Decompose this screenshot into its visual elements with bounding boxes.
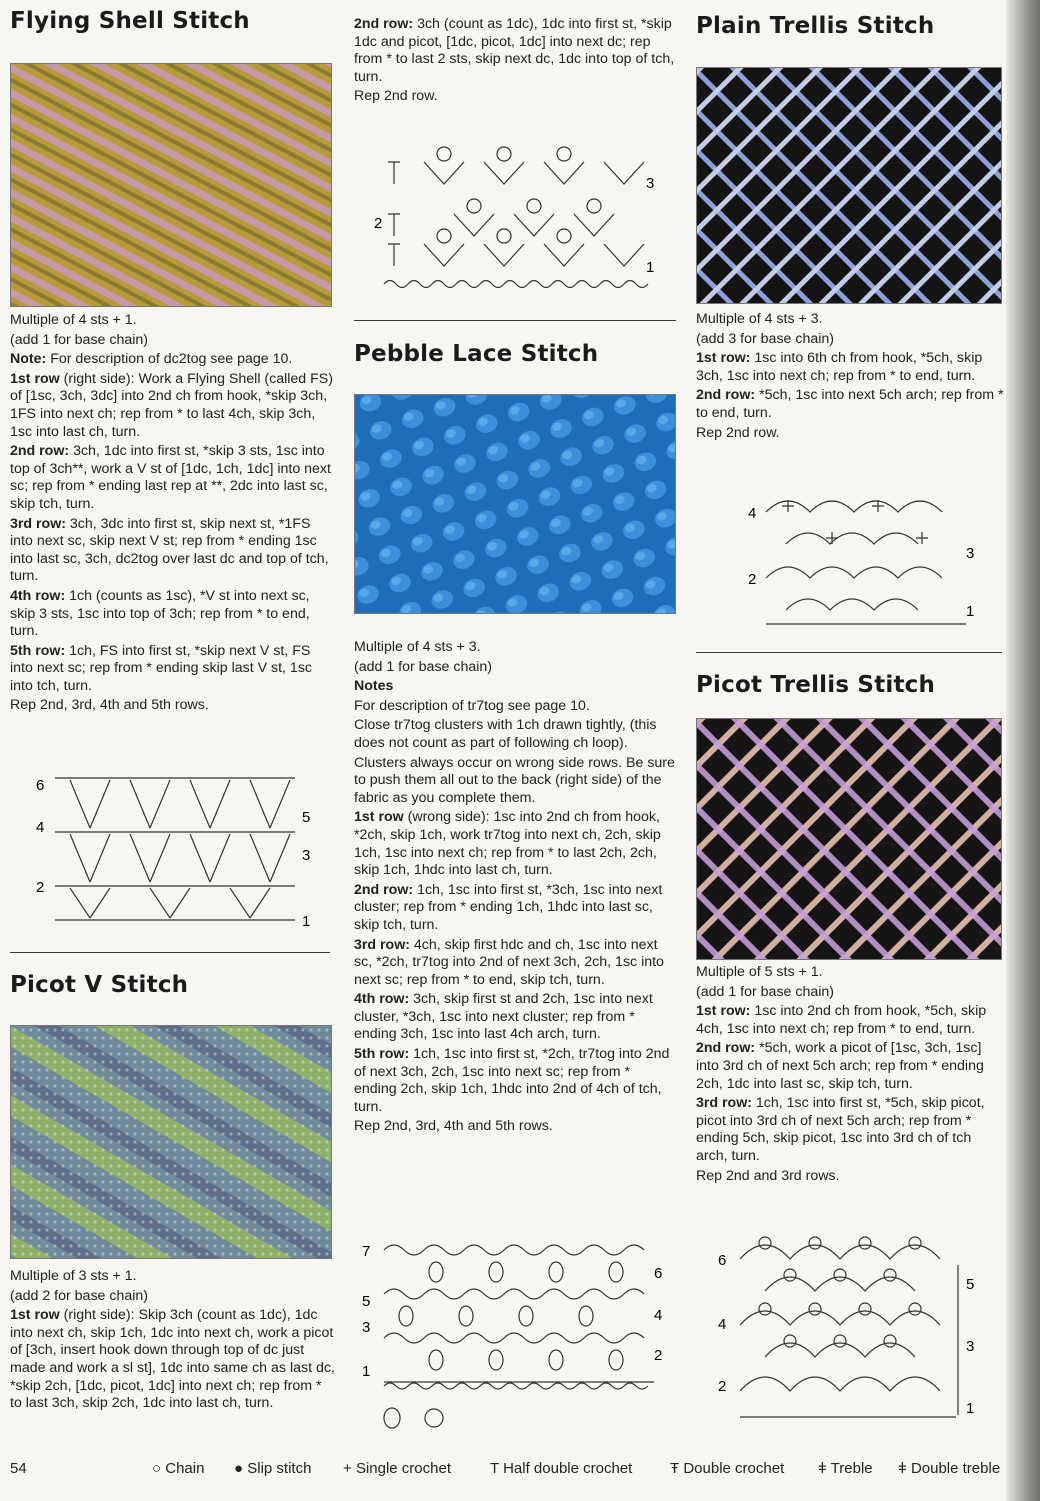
picot-trellis-add: (add 1 for base chain)	[696, 983, 835, 1000]
plain-trellis-title: Plain Trellis Stitch	[696, 13, 935, 39]
plain-trellis-instructions	[696, 311, 1006, 444]
picot-v-row-2: 2nd row: 3ch (count as 1dc), 1dc into first st, *skip 1dc and picot, [1dc, picot, 1dc] into next dc; rep from * to last 2 sts, skip next dc, 1dc into top of tch, turn.	[354, 16, 675, 85]
plain-trellis-row-num-1: 1	[966, 603, 975, 620]
picot-v-instructions	[10, 1268, 336, 1415]
flying-shell-row-5: 5th row: 1ch, FS into first st, *skip next V st, FS into next sc; rep from * ending skip last V st, 1sc into tch, turn.	[10, 642, 313, 694]
plain-trellis-add: (add 3 for base chain)	[696, 330, 835, 347]
picot-trellis-section	[696, 672, 1006, 698]
legend-treble: ǂ Treble	[818, 1460, 873, 1477]
pebble-lace-row-num-7: 7	[362, 1243, 371, 1260]
section-divider	[354, 320, 676, 321]
picot-v-photo	[10, 1025, 332, 1259]
flying-shell-row-num-1: 1	[302, 913, 311, 930]
pebble-lace-row-num-6: 6	[654, 1265, 663, 1282]
pebble-lace-title: Pebble Lace Stitch	[354, 341, 599, 367]
plain-trellis-row-num-2: 2	[748, 571, 757, 588]
picot-v-row-num-1: 1	[646, 259, 655, 276]
flying-shell-row-4: 4th row: 1ch (counts as 1sc), *V st into next sc, skip 3 sts, 1sc into top of 3ch; rep from * to end, turn.	[10, 587, 310, 640]
picot-trellis-row-num-3: 3	[966, 1338, 975, 1355]
legend-double-treble: ǂ Double treble	[898, 1460, 1001, 1477]
picot-trellis-row-num-1: 1	[966, 1400, 975, 1417]
flying-shell-photo	[10, 63, 332, 307]
picot-trellis-chart	[696, 1225, 996, 1435]
stitch-legend	[0, 1460, 1040, 1484]
book-spine-shadow	[1006, 0, 1040, 1501]
pebble-lace-multiple: Multiple of 4 sts + 3.	[354, 639, 481, 655]
pebble-lace-row-num-4: 4	[654, 1307, 663, 1324]
pebble-lace-notes-label: Notes	[354, 678, 394, 695]
plain-trellis-repeat: Rep 2nd row.	[696, 424, 780, 441]
double-crochet-symbol-icon: Ŧ	[670, 1460, 680, 1477]
flying-shell-chart	[10, 760, 330, 935]
chain-symbol-icon: ○	[152, 1460, 162, 1477]
picot-trellis-row-2: 2nd row: *5ch, work a picot of [1sc, 3ch, 1sc] into 3rd ch of next 5ch arch; rep from * ending 2ch, 1dc into last sc, skip tch, turn.	[696, 1040, 984, 1092]
pebble-lace-row-2: 2nd row: 1ch, 1sc into first st, *3ch, 1sc into next cluster; rep from * ending 1ch, 1hdc into last sc, skip tch, turn.	[354, 881, 663, 933]
flying-shell-title: Flying Shell Stitch	[10, 8, 250, 34]
flying-shell-repeat: Rep 2nd, 3rd, 4th and 5th rows.	[10, 697, 209, 714]
picot-v-title: Picot V Stitch	[10, 972, 189, 998]
half-double-crochet-symbol-icon: T	[490, 1460, 499, 1477]
picot-v-row-1: 1st row (right side): Skip 3ch (count as 1dc), 1dc into next ch, skip 1ch, 1dc into next ch, work a picot of [3ch, insert hook down through top of dc just made and work a sl st], 1dc into same ch as last dc, *skip 2ch, [1dc, picot, 1dc] into next ch; rep from * to last 3ch, skip 2ch, 1dc into last ch, turn.	[10, 1307, 335, 1412]
section-divider	[696, 652, 1002, 653]
plain-trellis-row-num-3: 3	[966, 545, 975, 562]
flying-shell-row-2: 2nd row: 3ch, 1dc into first st, *skip 3 sts, 1sc into top of 3ch**, work a V st of [1dc, 1ch, 1dc] into next sc; rep from * ending last rep at **, 2dc into last sc, skip tch, turn.	[10, 443, 331, 512]
pebble-lace-row-4: 4th row: 3ch, skip first st and 2ch, 1sc into next cluster, *3ch, 1sc into next cluster; rep from * ending 3ch, 1sc into last 4ch arch, turn.	[354, 991, 653, 1043]
pebble-lace-add: (add 1 for base chain)	[354, 658, 493, 675]
plain-trellis-multiple: Multiple of 4 sts + 3.	[696, 311, 823, 327]
flying-shell-row-1: 1st row (right side): Work a Flying Shell (called FS) of [1sc, 3ch, 3dc] into 2nd ch from hook, *skip 3ch, 1FS into next ch; rep from * to last 4ch, skip 3ch, 1sc into last ch, turn.	[10, 370, 333, 440]
slip-stitch-symbol-icon: ●	[234, 1460, 244, 1477]
pebble-lace-row-num-3: 3	[362, 1319, 371, 1336]
plain-trellis-row-1: 1st row: 1sc into 6th ch from hook, *5ch, skip 3ch, 1sc into next ch; rep from * to end, turn.	[696, 350, 983, 384]
plain-trellis-section	[696, 13, 1006, 39]
flying-shell-note: Note: For description of dc2tog see page 10.	[10, 351, 293, 368]
flying-shell-row-3: 3rd row: 3ch, 3dc into first st, skip next st, *1FS into next sc, skip next V st; rep from * ending 1sc into last sc, 3ch, dc2tog over last dc and top of tch, turn.	[10, 515, 329, 585]
picot-trellis-instructions	[696, 964, 1006, 1187]
picot-trellis-row-num-4: 4	[718, 1316, 727, 1333]
pebble-lace-photo	[354, 394, 676, 614]
legend-half-double-crochet: T Half double crochet	[490, 1460, 633, 1477]
pebble-lace-note-2: Close tr7tog clusters with 1ch drawn tightly, (this does not count as part of following ch loop).	[354, 717, 657, 751]
picot-trellis-row-3: 3rd row: 1ch, 1sc into first st, *5ch, skip picot, picot into 3rd ch of next 5ch arch; rep from * ending 5ch, skip picot, 1sc into 3rd ch of tch arch, turn.	[696, 1095, 985, 1164]
pebble-lace-row-num-1: 1	[362, 1363, 371, 1380]
plain-trellis-chart	[696, 482, 996, 632]
picot-v-row-num-3: 3	[646, 175, 655, 192]
pebble-lace-section	[354, 341, 676, 367]
picot-trellis-row-1: 1st row: 1sc into 2nd ch from hook, *5ch, skip 4ch, 1sc into next ch; rep from * to end, turn.	[696, 1003, 987, 1037]
pebble-lace-note-1: For description of tr7tog see page 10.	[354, 697, 590, 714]
pebble-lace-note-3: Clusters always occur on wrong side rows. Be sure to push them all out to the back (right side) of the fabric as you complete them.	[354, 754, 675, 806]
picot-trellis-row-num-2: 2	[718, 1378, 727, 1395]
picot-trellis-multiple: Multiple of 5 sts + 1.	[696, 964, 823, 980]
legend-double-crochet: Ŧ Double crochet	[670, 1460, 785, 1477]
picot-v-section	[10, 972, 336, 998]
picot-trellis-row-num-5: 5	[966, 1276, 975, 1293]
flying-shell-instructions	[10, 312, 336, 717]
pebble-lace-instructions	[354, 639, 676, 1138]
flying-shell-add: (add 1 for base chain)	[10, 331, 149, 348]
picot-v-add: (add 2 for base chain)	[10, 1287, 149, 1304]
pebble-lace-row-num-2: 2	[654, 1347, 663, 1364]
legend-slip-stitch: ● Slip stitch	[234, 1460, 312, 1477]
double-treble-symbol-icon: ǂ	[898, 1460, 907, 1477]
legend-chain: ○ Chain	[152, 1460, 205, 1477]
flying-shell-multiple: Multiple of 4 sts + 1.	[10, 312, 137, 328]
treble-symbol-icon: ǂ	[818, 1460, 827, 1477]
pebble-lace-row-num-5: 5	[362, 1293, 371, 1310]
flying-shell-row-num-3: 3	[302, 847, 311, 864]
pebble-lace-row-5: 5th row: 1ch, 1sc into first st, *2ch, tr7tog into 2nd of next 3ch, 2ch, 1sc into next sc; rep from * ending 2ch, skip 1ch, 1hdc into 2nd of 4ch of tch, turn.	[354, 1046, 670, 1115]
page-number: 54	[10, 1460, 27, 1477]
flying-shell-row-num-6: 6	[36, 777, 45, 794]
picot-v-chart	[354, 132, 674, 302]
picot-trellis-row-num-6: 6	[718, 1252, 727, 1269]
picot-v-instructions-cont	[354, 16, 676, 108]
single-crochet-symbol-icon: +	[343, 1460, 352, 1477]
picot-trellis-repeat: Rep 2nd and 3rd rows.	[696, 1167, 840, 1184]
flying-shell-row-num-4: 4	[36, 819, 45, 836]
plain-trellis-photo	[696, 67, 1002, 304]
picot-v-repeat: Rep 2nd row.	[354, 88, 438, 105]
picot-trellis-title: Picot Trellis Stitch	[696, 672, 936, 698]
plain-trellis-row-2: 2nd row: *5ch, 1sc into next 5ch arch; rep from * to end, turn.	[696, 387, 1004, 421]
pebble-lace-row-3: 3rd row: 4ch, skip first hdc and ch, 1sc into next sc, *2ch, tr7tog into 2nd of next 3ch, 2ch, 1sc into next sc; rep from * to end, skip tch, turn.	[354, 936, 664, 988]
picot-trellis-photo	[696, 718, 1002, 960]
flying-shell-section	[10, 8, 336, 34]
pebble-lace-chart	[354, 1236, 674, 1451]
legend-single-crochet: + Single crochet	[343, 1460, 451, 1477]
pebble-lace-repeat: Rep 2nd, 3rd, 4th and 5th rows.	[354, 1118, 553, 1135]
picot-v-multiple: Multiple of 3 sts + 1.	[10, 1268, 137, 1284]
picot-v-row-num-2: 2	[374, 215, 383, 232]
section-divider	[10, 952, 330, 953]
plain-trellis-row-num-4: 4	[748, 505, 757, 522]
flying-shell-row-num-5: 5	[302, 809, 311, 826]
pebble-lace-row-1: 1st row (wrong side): 1sc into 2nd ch from hook, *2ch, skip 1ch, work tr7tog into next ch, 2ch, skip 1ch, 1sc into next ch; rep from * to last 2ch, 2ch, skip 1ch, 1hdc into last ch, turn.	[354, 809, 661, 879]
flying-shell-row-num-2: 2	[36, 879, 45, 896]
